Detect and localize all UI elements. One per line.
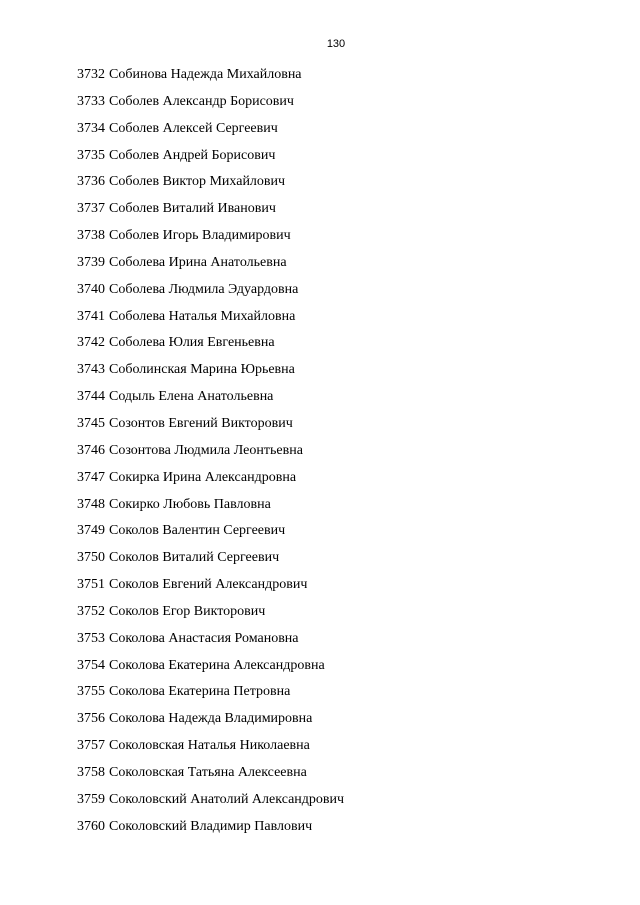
entry-number: 3735 [77,147,105,163]
entry-name: Соболев Алексей Сергеевич [109,120,278,136]
name-list [77,64,344,842]
entry-number: 3739 [77,254,105,270]
entry-number: 3740 [77,281,105,297]
entry-number: 3736 [77,174,105,190]
entry-name: Созонтов Евгений Викторович [109,415,293,431]
list-item [77,494,344,521]
entry-name: Соколов Валентин Сергеевич [109,523,286,539]
entry-number: 3743 [77,362,105,378]
entry-name: Соболева Ирина Анатольевна [109,254,287,270]
entry-name: Собинова Надежда Михайловна [109,67,302,82]
list-item [77,440,344,467]
entry-name: Содыль Елена Анатольевна [109,389,274,405]
entry-name: Соколовский Анатолий Александрович [109,791,345,807]
entry-number: 3755 [77,684,105,700]
list-item [77,145,344,172]
entry-name: Соболев Игорь Владимирович [109,228,291,244]
entry-name: Соболев Александр Борисович [109,93,294,109]
list-item [77,601,344,628]
entry-number: 3741 [77,308,105,324]
entry-name: Соколова Надежда Владимировна [109,711,313,727]
entry-name: Созонтова Людмила Леонтьевна [109,442,303,458]
entry-number: 3748 [77,496,105,512]
list-item [77,735,344,762]
entry-number: 3758 [77,764,105,780]
entry-number: 3751 [77,577,105,593]
list-item [77,789,344,816]
list-item [77,386,344,413]
entry-name: Соболева Юлия Евгеньевна [109,335,275,351]
list-item [77,225,344,252]
entry-name: Соболев Андрей Борисович [109,147,276,163]
entry-name: Соколова Екатерина Александровна [109,657,325,673]
entry-number: 3742 [77,335,105,351]
list-item [77,762,344,789]
list-item [77,198,344,225]
list-item [77,332,344,359]
entry-number: 3732 [77,67,105,82]
entry-name: Сокирко Любовь Павловна [109,496,271,512]
entry-name: Соколовская Татьяна Алексеевна [109,764,307,780]
entry-number: 3752 [77,603,105,619]
entry-number: 3750 [77,550,105,566]
list-item [77,655,344,682]
list-item [77,816,344,843]
list-item [77,171,344,198]
entry-number: 3754 [77,657,105,673]
list-item [77,413,344,440]
entry-name: Сокирка Ирина Александровна [109,469,297,485]
entry-name: Соболева Людмила Эдуардовна [109,281,299,297]
entry-name: Соколова Екатерина Петровна [109,684,291,700]
entry-number: 3747 [77,469,105,485]
list-item [77,628,344,655]
list-item [77,708,344,735]
entry-name: Соколова Анастасия Романовна [109,630,299,646]
entry-number: 3760 [77,818,105,834]
entry-number: 3733 [77,93,105,109]
entry-name: Соколов Евгений Александрович [109,577,308,593]
list-item [77,252,344,279]
list-item [77,306,344,333]
list-item [77,118,344,145]
entry-name: Соболева Наталья Михайловна [109,308,296,324]
list-item [77,574,344,601]
entry-name: Соболинская Марина Юрьевна [109,362,295,378]
list-item [77,91,344,118]
entry-number: 3734 [77,120,105,136]
list-item [77,681,344,708]
list-item [77,520,344,547]
entry-number: 3738 [77,228,105,244]
entry-number: 3756 [77,711,105,727]
list-item [77,64,344,91]
entry-number: 3749 [77,523,105,539]
entry-number: 3745 [77,415,105,431]
entry-name: Соболев Виталий Иванович [109,201,276,217]
list-item [77,467,344,494]
list-item [77,547,344,574]
entry-name: Соколов Виталий Сергеевич [109,550,280,566]
page-number: 130 [326,38,346,50]
entry-name: Соколов Егор Викторович [109,603,266,619]
entry-name: Соколовский Владимир Павлович [109,818,313,834]
list-item [77,279,344,306]
entry-number: 3744 [77,389,105,405]
entry-number: 3757 [77,738,105,754]
entry-name: Соболев Виктор Михайлович [109,174,286,190]
entry-number: 3759 [77,791,105,807]
list-item [77,359,344,386]
entry-name: Соколовская Наталья Николаевна [109,738,310,754]
entry-number: 3746 [77,442,105,458]
entry-number: 3737 [77,201,105,217]
entry-number: 3753 [77,630,105,646]
